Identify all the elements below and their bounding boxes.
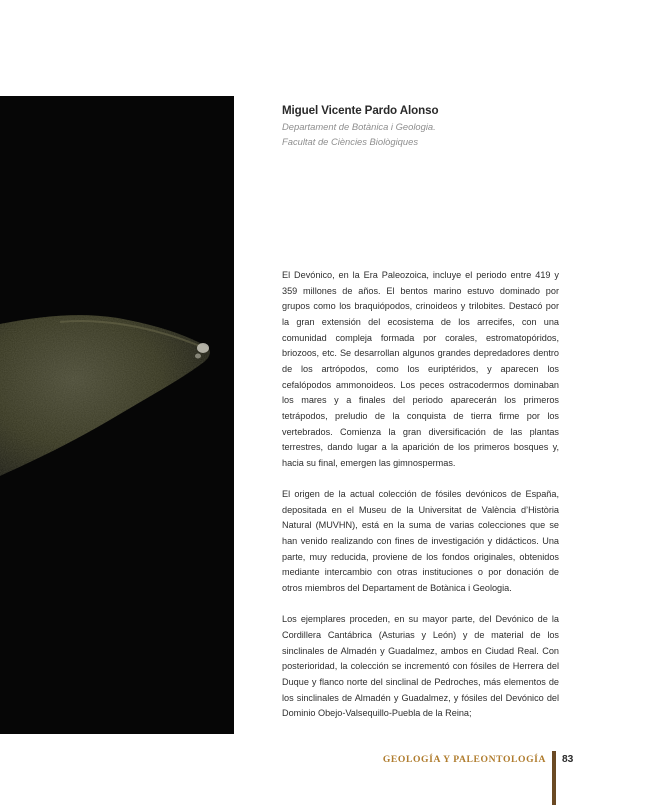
footer-divider-bar [552, 751, 556, 805]
fossil-photo [0, 96, 234, 734]
fossil-specimen-image [0, 96, 234, 734]
body-paragraph: El Devónico, en la Era Paleozoica, incluye el periodo entre 419 y 359 millones de años. El bentos marino estuvo dominado por grupos como los braquiópodos, crinoideos y trilobites. Destacó por la gran extensión del ecosistema de los arrecifes, con una comunidad compleja formada por corales, estromatopóridos, briozoos, etc. Se desarrollan algunos grandes depredadores dentro de los artrópodos, como los euriptéridos, y aparecen los cefalópodos ammonoideos. Los peces ostracodermos dominaban los mares y a finales del periodo aparecerán los primeros tetrápodos, preludio de la conquista de tierra firme por los vertebrados. Comienza la gran diversificación de las plantas terrestres, dando lugar a la aparición de los primeros bosques y, hacia su final, emergen las gimnospermas. [282, 270, 559, 468]
article-body [282, 268, 559, 738]
section-title: GEOLOGÍA Y PALEONTOLOGÍA [382, 754, 546, 765]
page-number: 83 [562, 754, 574, 765]
body-paragraph: El origen de la actual colección de fósiles devónicos de España, depositada en el Museu de la Universitat de València d’Història Natural (MUVHN), está en la suma de varias colecciones que se han venido realizando con fines de investigación y didácticos. Una parte, muy reducida, proviene de los fondos originales, obtenidos mediante intercambio con otras instituciones o por donación de otros miembros del Departament de Botànica i Geologia. [282, 489, 559, 594]
author-affiliation-faculty: Facultat de Ciències Biològiques [282, 136, 419, 147]
author-affiliation-department: Departament de Botànica i Geologia. [282, 121, 436, 132]
author-name: Miguel Vicente Pardo Alonso [282, 104, 439, 117]
body-paragraph: Los ejemplares proceden, en su mayor parte, del Devónico de la Cordillera Cantábrica (Asturias y León) y de material de los sinclinales de Almadén y Guadalmez, ambos en Ciudad Real. Con posterioridad, la colección se incrementó con fósiles de Herrera del Duque y flanco norte del sinclinal de Pedroches, más elementos de los sinclinales de Almadén y Guadalmez, y fósiles del Devónico del Dominio Obejo-Valsequillo-Puebla de la Reina; [282, 614, 559, 719]
author-block [282, 103, 572, 149]
